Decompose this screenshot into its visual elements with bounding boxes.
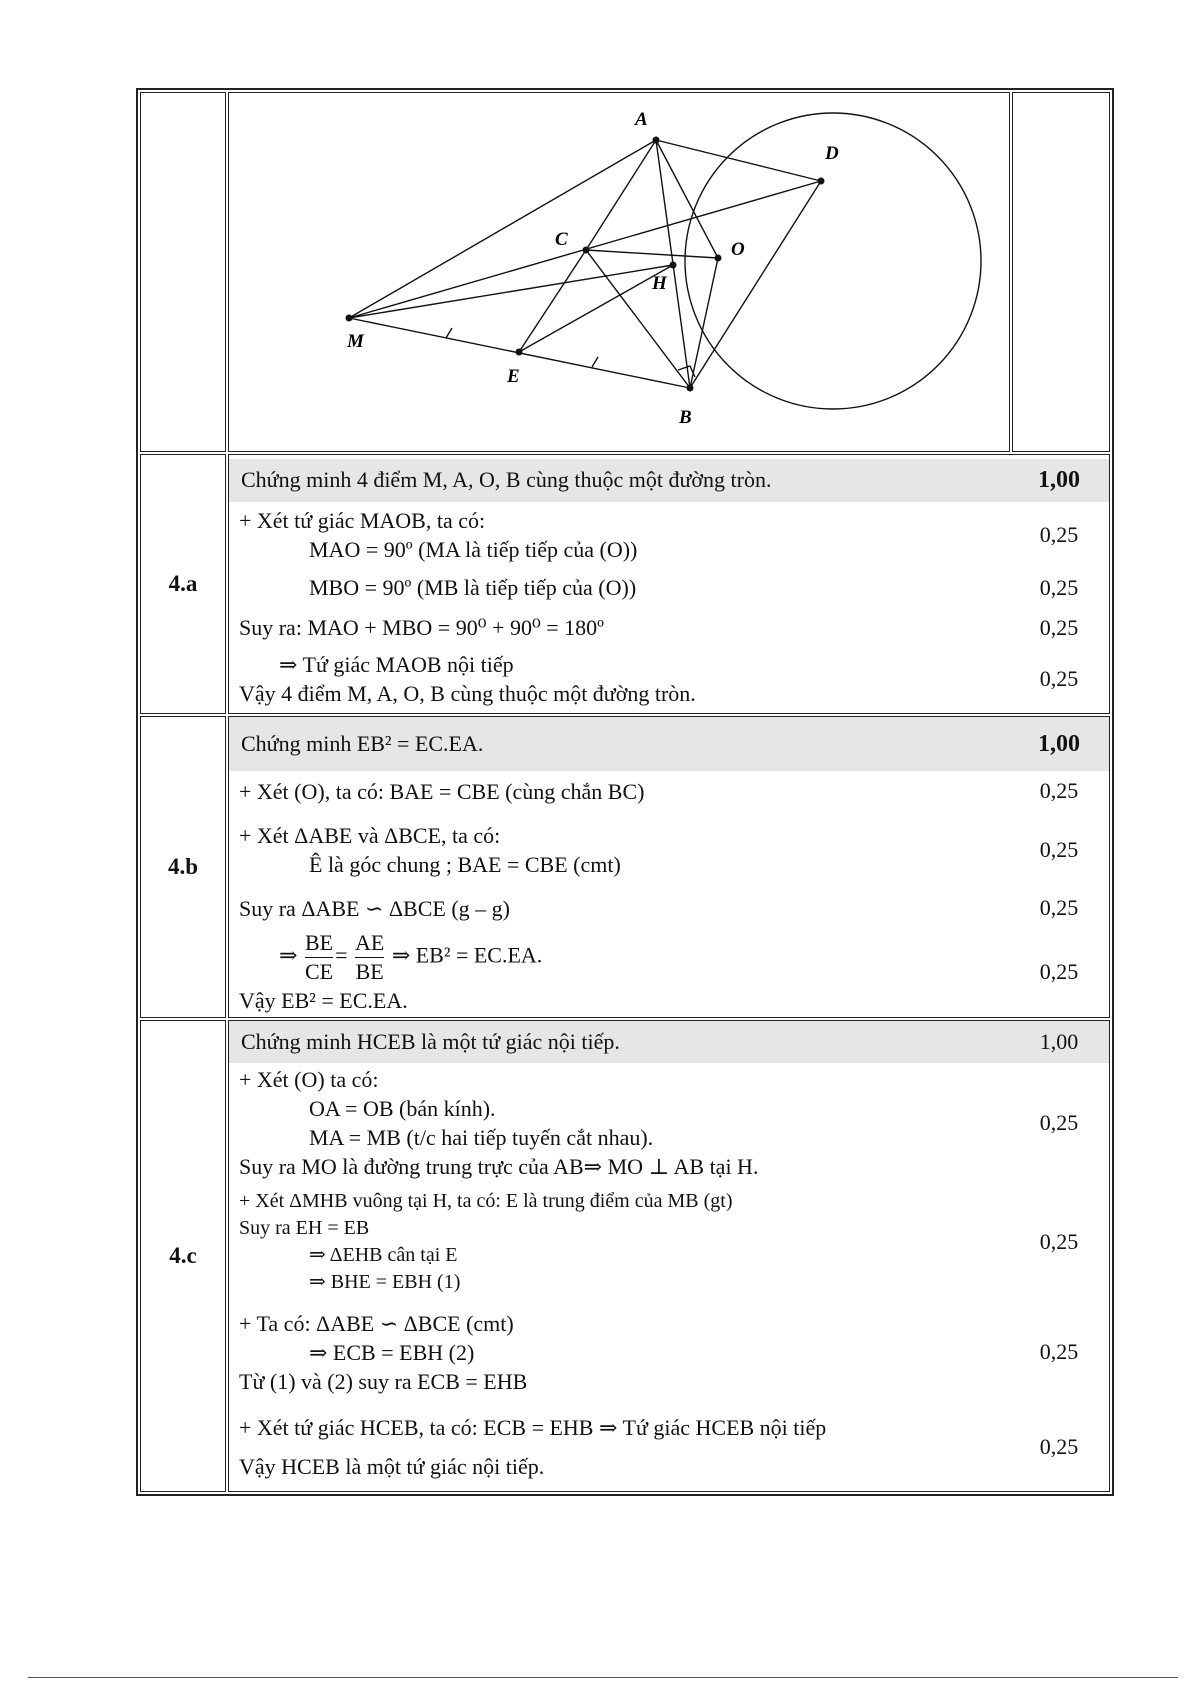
part-c-row: [140, 1020, 1110, 1492]
part-a-label: 4.a: [140, 454, 226, 714]
segment-mh: [349, 265, 673, 318]
a-row1-line2: MAO = 90º (MA là tiếp tiếp của (O)): [309, 536, 638, 562]
segment-ac: [586, 140, 656, 250]
part-a-header-score: 1,00: [1009, 459, 1109, 502]
a-row4-line2: Vậy 4 điểm M, A, O, B cùng thuộc một đường tròn.: [239, 680, 696, 706]
part-b-header: Chứng minh EB² = EC.EA.: [229, 717, 1009, 771]
a-row2-score: 0,25: [1039, 574, 1079, 600]
figure-cell: [228, 92, 1010, 452]
part-a-content: [229, 459, 1109, 710]
b-row1-score: 0,25: [1039, 778, 1079, 803]
point-label-a: A: [635, 108, 648, 130]
part-b-content: [229, 717, 1109, 1017]
c-row3-line3: Từ (1) và (2) suy ra ECB = EHB: [239, 1368, 528, 1394]
part-b-row: [140, 716, 1110, 1018]
part-a-row: [140, 454, 1110, 714]
c-row2-line2: Suy ra EH = EB: [239, 1217, 370, 1239]
c-row4-score: 0,25: [1039, 1434, 1079, 1459]
b-row2-score: 0,25: [1039, 837, 1079, 862]
point-label-o: O: [731, 238, 745, 260]
a-row3-score: 0,25: [1039, 614, 1079, 640]
part-c-header: Chứng minh HCEB là một tứ giác nội tiếp.: [229, 1021, 1009, 1063]
segment-ma: [349, 140, 656, 318]
c-row3-line2: ⇒ ECB = EBH (2): [309, 1339, 475, 1365]
answer-sheet: [136, 88, 1114, 1496]
b-row2-line2: Ê là góc chung ; BAE = CBE (cmt): [309, 852, 621, 877]
tick-me: [446, 328, 452, 338]
c-row4-line1: + Xét tứ giác HCEB, ta có: ECB = EHB ⇒ Tứ giác HCEB nội tiếp: [239, 1415, 827, 1440]
part-a-header: Chứng minh 4 điểm M, A, O, B cùng thuộc một đường tròn.: [229, 459, 1009, 502]
part-b-label: 4.b: [140, 716, 226, 1018]
b-row3-score: 0,25: [1039, 895, 1079, 920]
b-row1-line1: + Xét (O), ta có: BAE = CBE (cùng chắn BC): [239, 778, 645, 804]
c-row2-score: 0,25: [1039, 1229, 1079, 1254]
point-label-c: C: [555, 228, 568, 250]
b-row2-line1: + Xét ΔABE và ΔBCE, ta có:: [239, 823, 501, 848]
c-row1-score: 0,25: [1039, 1110, 1079, 1135]
c-row2-line4: ⇒ BHE = EBH (1): [309, 1271, 461, 1293]
c-row3-score: 0,25: [1039, 1339, 1079, 1364]
b-row4-score: 0,25: [1039, 959, 1079, 984]
b-row4-tail: ⇒ EB² = EC.EA.: [391, 942, 543, 968]
c-row1-line2: OA = OB (bán kính).: [309, 1096, 496, 1121]
footer-rule: [28, 1677, 1178, 1678]
point-label-e: E: [507, 365, 520, 387]
c-row3-line1: + Ta có: ΔABE ∽ ΔBCE (cmt): [239, 1310, 514, 1336]
part-c-header-score: 1,00: [1009, 1021, 1109, 1063]
a-row2-line1: MBO = 90º (MB là tiếp tiếp của (O)): [309, 575, 637, 600]
b-row4-fraction-line: ⇒ $\frac{BE}{CE}$ = $\frac{AE}{BE}$ ⇒ EB² = EC.EA.: [279, 930, 543, 984]
geometry-figure: [229, 95, 1009, 445]
tick-eb: [592, 357, 598, 367]
part-c-label: 4.c: [140, 1020, 226, 1492]
c-row4-line2: Vậy HCEB là một tứ giác nội tiếp.: [239, 1454, 545, 1479]
c-row2-line1: + Xét ΔMHB vuông tại H, ta có: E là trung điểm của MB (gt): [239, 1190, 733, 1212]
b-row4-conclusion: Vậy EB² = EC.EA.: [239, 988, 408, 1013]
figure-label-cell: [140, 92, 226, 452]
point-label-d: D: [825, 142, 839, 164]
a-row4-score: 0,25: [1039, 665, 1079, 691]
point-label-h: H: [652, 272, 667, 294]
segment-co: [586, 250, 718, 258]
part-c-content: [229, 1021, 1109, 1491]
fraction-be-ce: $\frac{BE}{CE}$: [304, 930, 334, 984]
c-row1-line4: Suy ra MO là đường trung trực của AB⇒ MO ⊥ AB tại H.: [239, 1154, 759, 1179]
fraction-ae-be: $\frac{AE}{BE}$: [354, 930, 385, 984]
c-row1-line1: + Xét (O) ta có:: [239, 1067, 379, 1092]
c-row2-line3: ⇒ ΔEHB cân tại E: [309, 1244, 458, 1266]
point-label-m: M: [347, 330, 364, 352]
a-row4-line1: ⇒ Tứ giác MAOB nội tiếp: [279, 651, 514, 677]
segment-db: [690, 181, 821, 388]
segment-ob: [690, 258, 718, 388]
a-row3-line1: Suy ra: MAO + MBO = 90⁰ + 90⁰ = 180º: [239, 615, 604, 640]
part-b-header-score: 1,00: [1009, 717, 1109, 771]
a-row1-score: 0,25: [1039, 521, 1079, 547]
answer-table: [136, 88, 1114, 1496]
c-row1-line3: MA = MB (t/c hai tiếp tuyến cắt nhau).: [309, 1125, 654, 1150]
figure-row: [140, 92, 1110, 452]
a-row1-line1: + Xét tứ giác MAOB, ta có:: [239, 507, 486, 533]
b-row3-line1: Suy ra ΔABE ∽ ΔBCE (g – g): [239, 895, 510, 921]
figure-score-cell: [1012, 92, 1110, 452]
segment-ad: [656, 140, 821, 181]
point-label-b: B: [679, 406, 692, 428]
